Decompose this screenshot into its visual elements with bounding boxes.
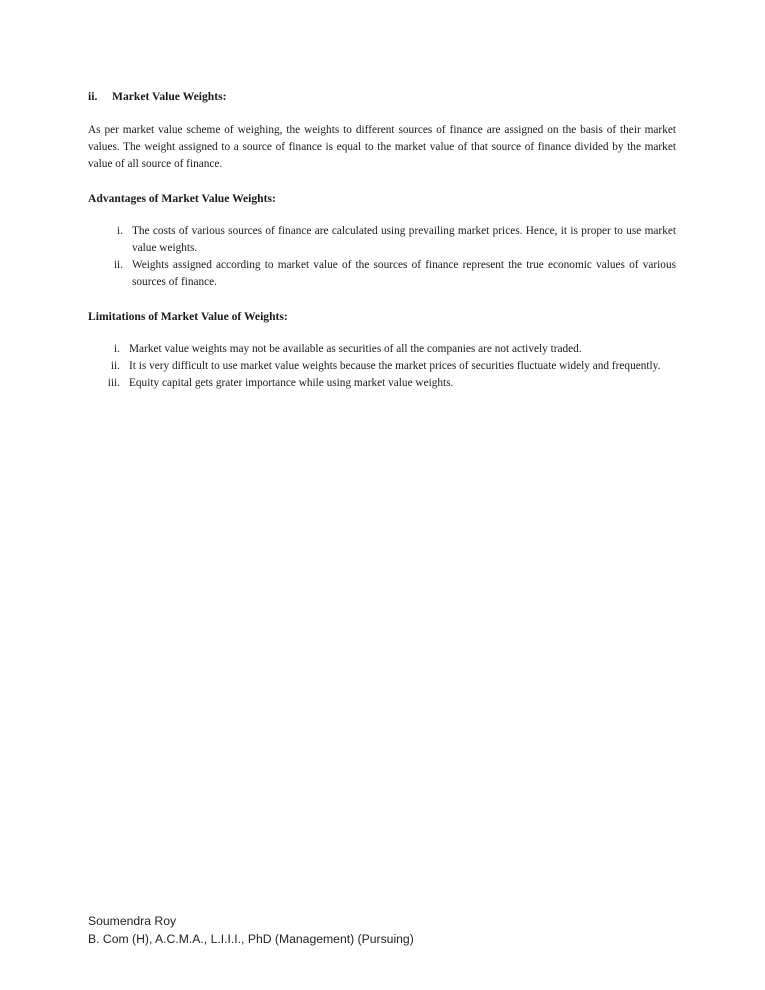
advantages-heading: Advantages of Market Value Weights:: [88, 192, 276, 205]
section-heading-marker: ii.: [88, 90, 98, 103]
list-item: [98, 358, 676, 375]
list-item: [105, 257, 676, 291]
list-item-marker: ii.: [113, 259, 123, 271]
limitations-list: [88, 341, 676, 392]
list-item-marker: i.: [114, 343, 120, 355]
list-item-text: Market value weights may not be available as securities of all the companies are not actively traded.: [129, 343, 582, 355]
list-item: [98, 341, 676, 358]
document-body: [88, 88, 676, 409]
list-item-marker: iii.: [107, 377, 120, 389]
footer-author-credentials: B. Com (H), A.C.M.A., L.I.I.I., PhD (Management) (Pursuing): [88, 931, 414, 946]
footer-author-name: Soumendra Roy: [88, 914, 177, 928]
list-item-marker: i.: [117, 225, 123, 237]
list-item-marker: ii.: [110, 360, 120, 372]
intro-paragraph: As per market value scheme of weighing, the weights to different sources of finance are assigned on the basis of their market values. The weight assigned to a source of finance is equal to the market value of that source of finance divided by the market value of all source of finance.: [88, 124, 676, 170]
list-item-text: Equity capital gets grater importance while using market value weights.: [129, 377, 454, 389]
limitations-heading: Limitations of Market Value of Weights:: [88, 310, 288, 323]
advantages-list: [88, 223, 676, 291]
list-item-text: It is very difficult to use market value weights because the market prices of securities fluctuate widely and frequently.: [129, 360, 661, 372]
list-item: [105, 223, 676, 257]
section-heading-text: Market Value Weights:: [112, 90, 227, 103]
list-item-text: The costs of various sources of finance are calculated using prevailing market prices. Hence, it is proper to use market value weights.: [132, 225, 676, 254]
list-item-text: Weights assigned according to market value of the sources of finance represent the true economic values of various sources of finance.: [132, 259, 676, 288]
section-heading-market-value-weights: [88, 88, 676, 105]
footer-signature-block: [88, 913, 688, 948]
list-item: [98, 375, 676, 392]
